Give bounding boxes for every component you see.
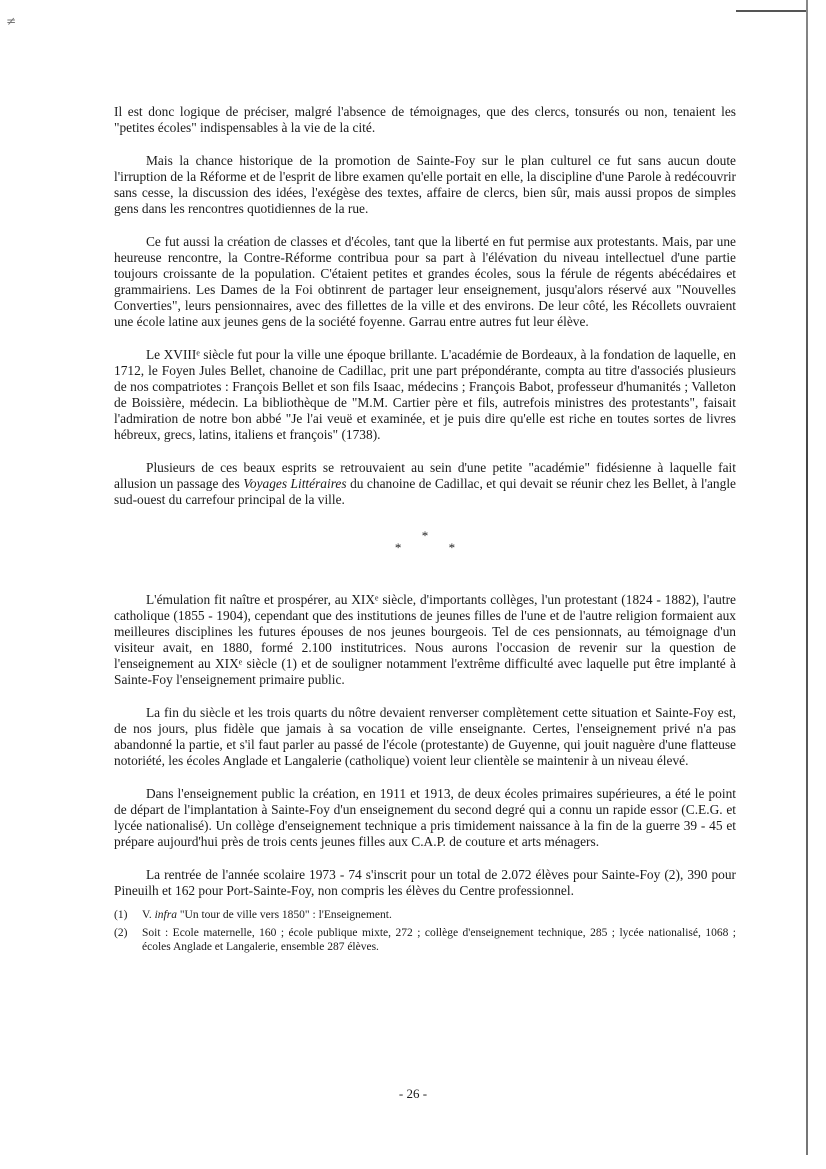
footnote-prefix: Soit : — [142, 927, 173, 939]
footnote-1 — [114, 908, 736, 922]
footnote-number: (2) — [114, 927, 128, 939]
paragraph-3: Ce fut aussi la création de classes et d'écoles, tant que la liberté en fut permise aux protestants. Mais, par une heureuse rencontre, la Contre-Réforme contribua pour sa part à l'élévation du niveau intellectuel d'une partie toujours croissante de la population. C'étaient petites et grandes écoles, sous la férule de régents abécédaires et grammairiens. Les Dames de la Foi obtinrent de partager leur enseignement, jusqu'alors réservé aux "Nouvelles Converties", leurs pensionnaires, avec des fillettes de la ville et des environs. De leur côté, les Récollets ouvraient une école latine aux jeunes gens de la société foyenne. Garrau entre autres fut leur élève. — [114, 234, 736, 329]
paragraph-2: Mais la chance historique de la promotion de Sainte-Foy sur le plan culturel ce fut sans aucun doute l'irruption de la Réforme et de l'esprit de libre examen qu'elle portait en elle, la discipline d'une Parole à redécouvrir sans cesse, la discussion des idées, l'exégèse des textes, affaire de clercs, bien sûr, mais aussi propos de simples gens dans les rencontres quotidiennes de la rue. — [114, 153, 736, 216]
book-title: Voyages Littéraires — [243, 476, 347, 491]
paragraph-4: Le XVIIIᵉ siècle fut pour la ville une époque brillante. L'académie de Bordeaux, à la fondation de laquelle, en 1712, le Foyen Jules Bellet, chanoine de Cadillac, prit une part prépondérante, compta au titre d'associés plusieurs de nos compatriotes : François Bellet et son fils Isaac, médecins ; François Babot, professeur d'humanités ; Valleton de Boissière, médecin. La bibliothèque de "M.M. Cartier père et fils, autrefois ministres des protestants", faisait l'admiration de notre bon abbé "Je l'ai veuë et examinée, et je puis dire qu'elle est riche en toutes sortes de livres hébreux, grecs, latins, italiens et françois" (1738). — [114, 347, 736, 442]
footnote-body: Ecole maternelle, 160 ; école publique mixte, 272 ; collège d'enseignement technique, 285 ; lycée nationalisé, 1068 ; écoles Anglade et Langalerie, ensemble 287 élèves. — [142, 927, 737, 953]
paragraph-7: La fin du siècle et les trois quarts du nôtre devaient renverser complètement cette situation et Sainte-Foy est, de nos jours, plus fidèle que jamais à sa vocation de ville enseignante. Certes, l'enseignement privé n'a pas abandonné la partie, et s'il faut parler au passé de l'école (protestante) de Guyenne, qui jouit naguère d'une flatteuse notoriété, les écoles Anglade et Langalerie (catholique) voient leur clientèle se maintenir à un niveau élevé. — [114, 705, 736, 768]
separator-bottom-stars: * * — [394, 540, 478, 555]
corner-scan-mark: ≠ — [6, 14, 17, 28]
paragraph-8: Dans l'enseignement public la création, en 1911 et 1913, de deux écoles primaires supérieures, a été le point de départ de l'implantation à Sainte-Foy d'un enseignement du second degré qui a connu un rapide essor (C.E.G. et lycée nationalisé). Un collège d'enseignement technique a pris timidement naissance à la fin de la guerre 39 - 45 et prépare aujourd'hui près de trois cents jeunes filles aux C.A.P. de couture et arts ménagers. — [114, 786, 736, 849]
paragraph-6: L'émulation fit naître et prospérer, au XIXᵉ siècle, d'importants collèges, l'un protestant (1824 - 1882), l'autre catholique (1855 - 1904), cependant que des institutions de jeunes filles de l'une et de l'autre religion formaient aux meilleures disciplines les futures épouses de nos jeunes bourgeois. Tel de ces pensionnats, au témoignage d'un visiteur avait, en 1880, formé 2.100 institutrices. Nous aurons l'occasion de revenir sur la question de l'enseignement au XIXᵉ siècle (1) et de souligner notamment l'extrême difficulté avec laquelle put être implanté à Sainte-Foy l'enseignement primaire public. — [114, 592, 736, 687]
page-number: - 26 - — [398, 1086, 428, 1101]
paragraph-5 — [114, 460, 736, 508]
paragraph-5-text-a: Plusieurs de ces beaux esprits se retrouvaient au sein d'une petite "académie" fidésienne à laquelle fait allusion un passage des — [114, 460, 736, 491]
footnote-text — [142, 908, 736, 922]
paragraph-1: Il est donc logique de préciser, malgré l'absence de témoignages, que des clercs, tonsurés ou non, tenaient les "petites écoles" indispensables à la vie de la cité. — [114, 104, 736, 135]
page-edge-shadow — [806, 0, 808, 1155]
separator-top-star: * — [421, 528, 429, 543]
footnote-text — [142, 926, 736, 954]
footnote-2 — [114, 926, 736, 954]
paragraph-9: La rentrée de l'année scolaire 1973 - 74 s'inscrit pour un total de 2.072 élèves pour Sainte-Foy (2), 390 pour Pineuilh et 162 pour Port-Sainte-Foy, non compris les élèves du Centre professionnel. — [114, 867, 736, 898]
footnotes — [114, 908, 736, 954]
footnote-number: (1) — [114, 909, 128, 921]
body-text — [114, 104, 736, 958]
footnote-italic: infra — [154, 909, 177, 921]
paragraph-5-text-b: du chanoine de Cadillac, et qui devait se réunir chez les Bellet, à l'angle sud-ouest du carrefour principal de la ville. — [114, 476, 736, 507]
footnote-body: "Un tour de ville vers 1850" : l'Enseignement. — [176, 909, 392, 921]
scan-mark — [736, 10, 806, 12]
footnote-prefix: V. — [142, 909, 155, 921]
section-separator — [114, 530, 736, 554]
